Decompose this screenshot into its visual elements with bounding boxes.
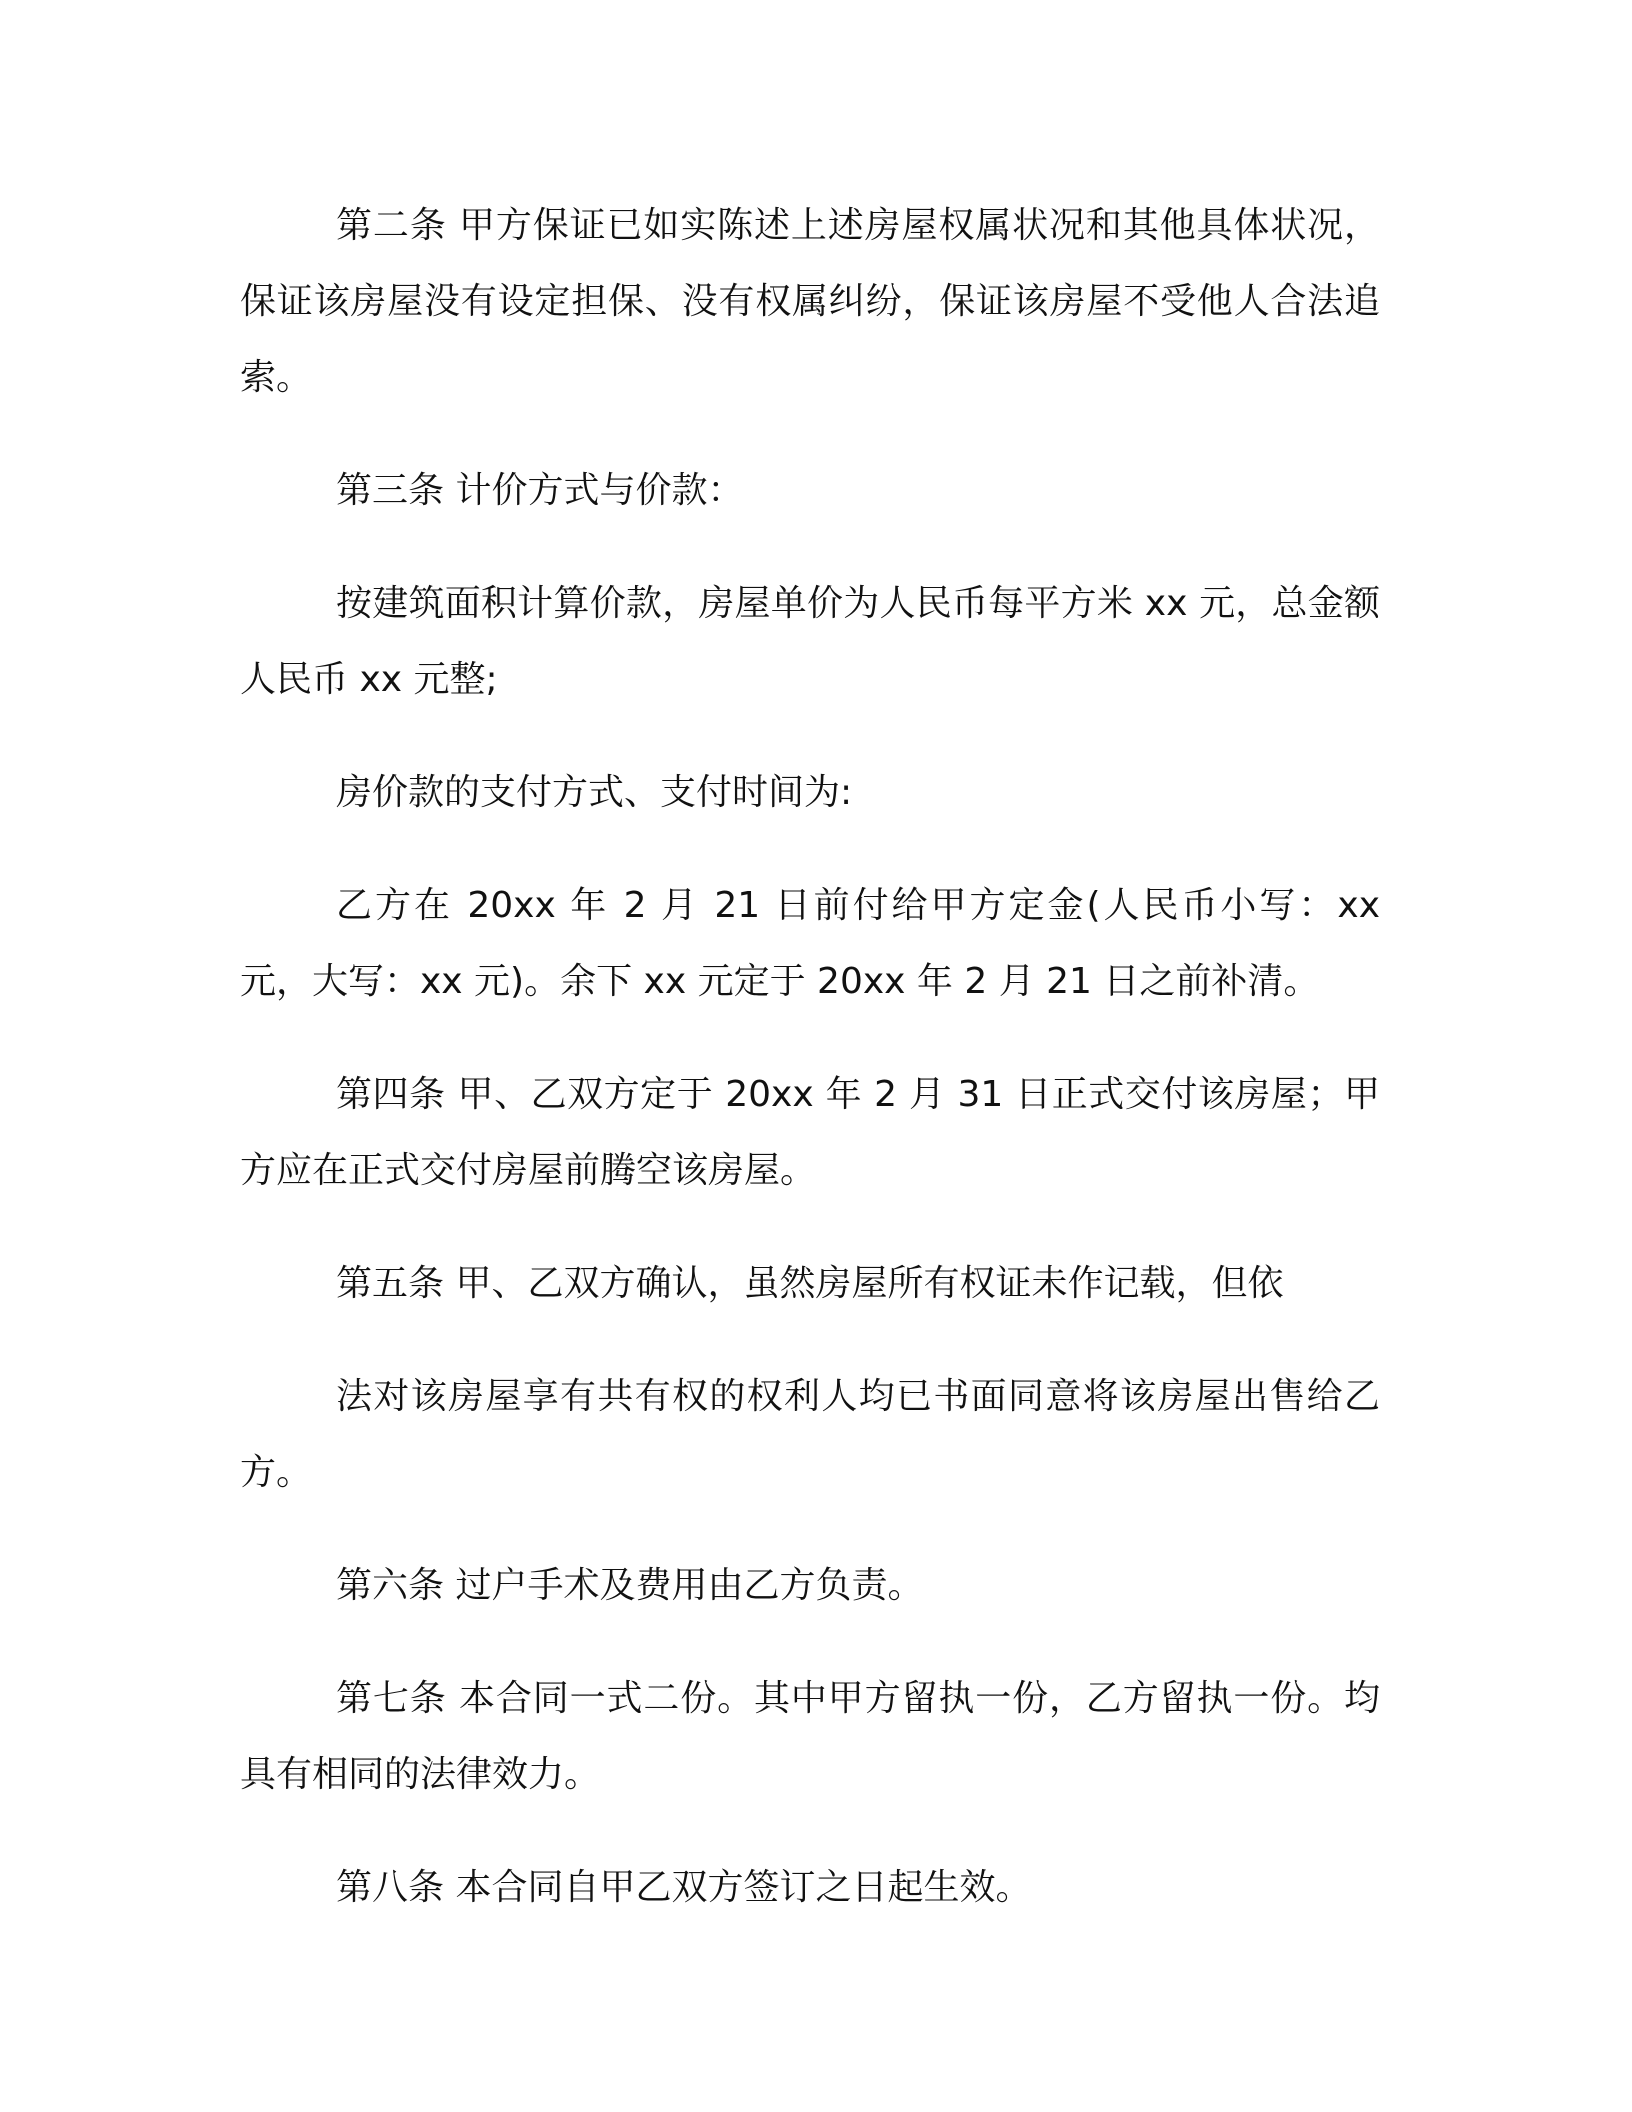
article-4-paragraph: 第四条 甲、乙双方定于 20xx 年 2 月 31 日正式交付该房屋；甲方应在正式交付房屋前腾空该房屋。 <box>240 1074 1380 1191</box>
article-6-paragraph: 第六条 过户手术及费用由乙方负责。 <box>336 1565 924 1606</box>
article-7-paragraph: 第七条 本合同一式二份。其中甲方留执一份，乙方留执一份。均具有相同的法律效力。 <box>240 1678 1380 1795</box>
payment-method-heading: 房价款的支付方式、支付时间为: <box>336 772 853 813</box>
payment-schedule-paragraph: 乙方在 20xx 年 2 月 21 日前付给甲方定金(人民币小写：xx 元，大写：xx 元)。余下 xx 元定于 20xx 年 2 月 21 日之前补清。 <box>240 885 1380 1002</box>
contract-body <box>240 188 1380 1926</box>
article-8-paragraph: 第八条 本合同自甲乙双方签订之日起生效。 <box>336 1867 1032 1908</box>
article-5-paragraph: 第五条 甲、乙双方确认，虽然房屋所有权证未作记载，但依 <box>336 1263 1284 1304</box>
article-5-continuation: 法对该房屋享有共有权的权利人均已书面同意将该房屋出售给乙方。 <box>240 1376 1380 1493</box>
price-calculation-paragraph: 按建筑面积计算价款，房屋单价为人民币每平方米 xx 元，总金额人民币 xx 元整; <box>240 583 1380 700</box>
article-3-heading: 第三条 计价方式与价款： <box>336 470 744 511</box>
article-2-paragraph: 第二条 甲方保证已如实陈述上述房屋权属状况和其他具体状况，保证该房屋没有设定担保、没有权属纠纷，保证该房屋不受他人合法追索。 <box>240 205 1380 398</box>
